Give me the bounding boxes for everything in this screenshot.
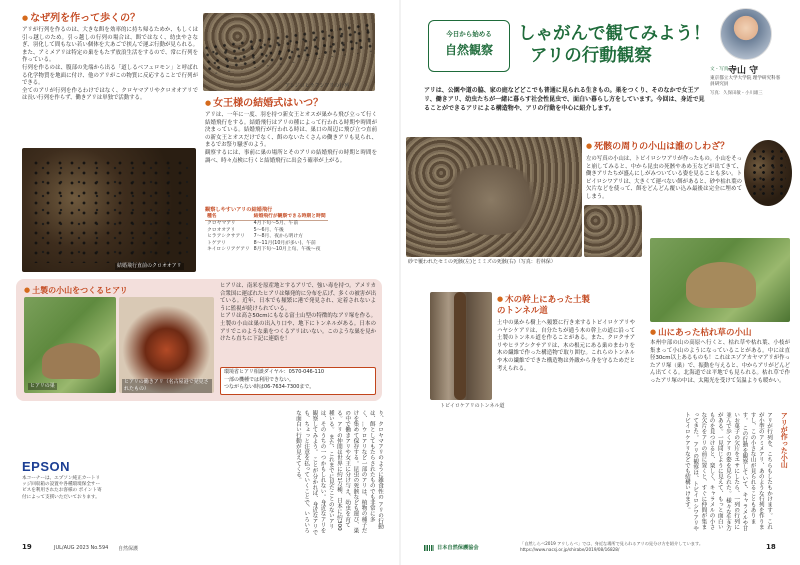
author-avatar xyxy=(720,8,772,60)
footer-org: 日本自然保護協会 xyxy=(437,545,479,551)
photo-ant-trail xyxy=(203,13,375,91)
table-cell: ヒラアシクサアリ xyxy=(207,234,245,240)
org-logo-icon xyxy=(424,545,434,551)
author-affiliation: 東京都立大学大学院 理学研究科客員研究員 xyxy=(710,76,781,87)
photo-caption-ant-trail: アシジロヒラフシアリの行列 xyxy=(285,83,350,89)
author-block xyxy=(710,8,784,112)
section-heading-tunnel: ● 木の幹上にあった土製のトンネル道 xyxy=(497,294,597,317)
section-body-fire-ant: ヒアリは、南米を原産地とするアリで、強い毒を持つ。アメリカ合衆国に運ばれたヒアリは爆発的に分布を広げ、多くの被害が出ている。近年、日本でも頻繁に港で発見され、定着されないように監視が続けられている。 ヒアリは高さ50cmにもなる富士山型の特徴的なアリ塚を作る。土製の小山は巣の出入り口や、地下にトンネルがある。日本のアリでこのような巣をつくるアリはいない。このような巣を見かけたら直ちに下記に連絡を！ xyxy=(220,283,376,343)
vertical-heading: アリが作った小山 xyxy=(780,412,789,468)
table-row xyxy=(205,221,328,228)
photo-anthill-carcass xyxy=(406,137,582,257)
fire-ant-box xyxy=(16,279,382,401)
table-title: 観察しやすいアリの結婚飛行 xyxy=(205,207,273,213)
series-badge xyxy=(428,20,510,72)
photo-tunnel-tree xyxy=(430,292,492,400)
photo-caption-fire-ant-mound: ヒアリの巣 xyxy=(30,383,55,389)
photo-caption-carcass: 砂で覆われたセミの死骸(左)とミミズの死骸(右)（写真：若林保） xyxy=(408,259,556,265)
section-body-anthill: 左の写真の小山は、トビイロシワアリが作ったもの。小山をそっと崩してみると、中から昆虫の死骸やあめ玉などが出てきて、働きアリたちが盛んにしがみついている姿を見ることも多い。トビイロシワアリは、大きくて運べない餌があると、砂や枯れ葉の欠片などを使って、餌をどんどん覆い込み最後は完全に埋めてしまう。 xyxy=(586,156,743,200)
author-name: 寺山 守 xyxy=(728,66,759,76)
table-cell: 7〜8月、夜から明け方 xyxy=(253,234,303,240)
photo-fire-ant-mound xyxy=(24,297,116,393)
photo-grass-mound xyxy=(650,238,790,322)
ants-closeup-marks xyxy=(750,148,786,198)
article-title-line1: しゃがんで観てみよう！ xyxy=(518,24,711,44)
epson-note: 本コーナーは、エプソン純正カートリッジ回収箱の設置や各種環境保全サービスを利用されたお客様の ポイント寄付によって支援いただいております。 xyxy=(22,476,102,500)
footer-url[interactable]: https://www.nacsj.or.jp/shirabe/2019/08/16828/ xyxy=(520,547,620,552)
author-photo-credit: 写真：久保田敏・小川雄三 xyxy=(710,91,763,96)
mound-shape xyxy=(42,343,100,379)
section-heading-why-line: ● なぜ列を作って歩くの？ xyxy=(22,12,140,25)
photo-nuptial-flight xyxy=(22,148,196,272)
table-cell: キイロシリアゲアリ xyxy=(207,247,250,253)
fire-ant-contact-box: 環境省ヒアリ相談ダイヤル：0570-046-110 一部の機種では利用できない。 つながらない時は06-7634-7300まで。 xyxy=(220,367,376,395)
table-cell: 4月下旬〜5月、午前 xyxy=(253,221,299,227)
table-cell: 8〜11月(10月が多い)、午前 xyxy=(253,240,316,246)
vertical-body: アリが行列を、こちらもしたもかけます。これが小型のアミメアリ、あのような行列を作りますし、この小さな山が見られることもあります。 この行動を観察していて、キャラメルや甘いお菓子の欠片をエサにしたら、一列の行列に並んで歩くアリの姿を見られた。 様々な生き方がある。一見同じように見えて、もっと面白いものを見つけると、楽しく、キャラメルの小さな欠片をアリの前に置くと、すぐに仲間が集まってきた。 アリの観察は、トビイロシワアリやトビイロケアリなどでも結構いけます。 xyxy=(683,412,772,532)
table-cell: クロヤマアリ xyxy=(207,221,236,227)
ant-trail-marks xyxy=(203,21,375,75)
author-role: 文・写真 xyxy=(710,67,729,72)
footer-reference: 「自然しらべ2019 アリしらべ」では、身近な場所で見られるアリの見分け方を紹介しています。 xyxy=(520,541,704,546)
badge-line2: 自然観察 xyxy=(444,43,493,57)
article-title-line2: アリの行動観察 xyxy=(530,46,652,66)
tunnel-strip xyxy=(454,292,466,400)
grass-mound-shape xyxy=(686,262,756,308)
nuptial-flight-table xyxy=(205,206,377,253)
section-body-mound: 本州中部の山の高原へ行くと、枯れ草や枯れ葉、小枝が集まって小山のようになっていることがある。中には直径30cm以上あるものも！これはエゾアカヤマアリが作ったアリ塚（巣）で、振動を与えると、中からアリがどんどん出てくる。北海道では平地でも見られる。枯れ草で作ったアリ塚の中は、太陽光を受けて気温よりも暖かい。 xyxy=(650,340,790,384)
section-heading-mound: ● 山にあった枯れ草の小山 xyxy=(650,326,752,339)
section-body-queen: アリは、一年に一度、羽を持つ新女王とオスが巣から飛び立って行く結婚飛行をする。結婚飛行はアリの種によって行われる時期や時間が決まっている。結婚飛行が行われる時は、巣口の周辺に飛び立つ直前の新女王とオスだけでなく、餌のないたくさんの働きアリも見られ、まるでお祭り騒ぎのよう。 観察するには、事前に巣の場所とそのアリの結婚飛行の時期と時間を調べ、時々点検に行くと結婚飛行に出会う確率が上がる。 xyxy=(205,112,377,164)
section-body-tunnel: 土中の巣から樹上へ頻繁に行き来するトビイロケアリやハヤシケアリは、自分たちが通う木の幹上の道に沿って土製のトンネル道を作ることがある。また、クロクサアリやヒラアシクサアリは、木の根元にある巣のまわりを木の繊維で作った構造物で取り囲む。これらのトンネルや木の繊維でできた構造物は外敵から身を守るためだと考えられる。 xyxy=(497,320,635,372)
epson-sponsor xyxy=(22,459,102,509)
badge-line1: 今日から始める xyxy=(446,30,492,38)
section-heading-anthill: ● 死骸の周りの小山は誰のしわざ？ xyxy=(586,140,729,153)
ants-swarm-marks xyxy=(30,158,190,263)
page-number-left: 19 xyxy=(22,543,32,551)
photo-caption-nuptial: 結婚飛行直前のクロオオアリ xyxy=(117,263,182,269)
page-number-right: 18 xyxy=(766,543,776,551)
photo-worm-carcass xyxy=(584,205,642,257)
table-row xyxy=(205,247,328,253)
epson-logo: EPSON xyxy=(22,459,71,474)
table-cell: 5〜6月、午後 xyxy=(253,227,284,233)
photo-caption-fire-ant-worker: ヒアリの働きアリ（名古屋港で発見されたもの） xyxy=(122,379,212,393)
photo-caption-tunnel: トビイロケアリのトンネル道 xyxy=(440,403,505,409)
table-header-period: 結婚飛行が観察できる時期と時間 xyxy=(253,214,326,219)
table-cell: 8月下旬〜10月上旬、午後〜夜 xyxy=(253,247,321,253)
anthill-mound xyxy=(436,165,546,235)
right-page xyxy=(400,0,800,565)
table-header-species: 種名 xyxy=(205,214,252,221)
article-intro: アリは、公園や道の脇、家の庭などどこでも普通に見られる生きもの。巣をつくり、そのなかで女王アリ、働きアリ、幼虫たちが一緒に暮らす社会性昆虫で、面白い暮らし方をしています。今回は、身近で見ることができるアリによる構造物や、アリの行動を中心に紹介します。 xyxy=(424,87,705,112)
section-heading-queen: ● 女王様の結婚式はいつ？ xyxy=(205,97,323,110)
section-body-why-line: アリが行列を作るのは、大きな餌を効率的に持ち帰るためか、もしくは引っ越しのため。引っ越しの行列の場合は、餌ではなく、幼虫やさなぎ、羽化して間もない若い個体を大あごで挟んで運ぶ行動が見られる。また、アミメアリは特定の巣をもたず放浪生活をするので、常に行列を作っている。 行列を作るのは、腹部の先端から出る「道しるべフェロモン」と呼ばれる化学物質を地面に付け、他のアリがこの物質に反応することで行列ができる。 全てのアリが行列を作るわけではなく、クロヤマアリやクロオオアリでは長い行列を作らず、働きアリは単独で活動する。 xyxy=(22,27,198,102)
table-cell: トゲアリ xyxy=(207,240,226,246)
table-cell: クロオオアリ xyxy=(207,227,236,233)
footer-magazine: 自然保護 xyxy=(118,546,139,552)
photo-ants-closeup xyxy=(744,140,792,206)
footer-issue: JUL/AUG 2023 No.594 xyxy=(54,545,109,551)
section-heading-fire-ant: ● 土製の小山をつくるヒアリ xyxy=(24,284,128,297)
vertical-column-text: り、クロヤマアリのように雑食性の アリの行動は、餌としてもたらされたものでも非常に多く、…ウロアリなど一部のアリは、植物の種子だけを集めて保存する。昆虫の死骸なども運び、巣の中で働きアリや女王に分け与え、幼虫を育てる。アリの仲間は世界に約1万種、日本に約300種いる。 また、これまでに見たことのないアリは、そのうちの一つかもしれない。身近なアリを観察してみよう。 ことが分かれば、身近なアリでも、ちょっと注意を払っていくことで、いろいろな面白い行動が見えてくる。 xyxy=(294,410,383,535)
